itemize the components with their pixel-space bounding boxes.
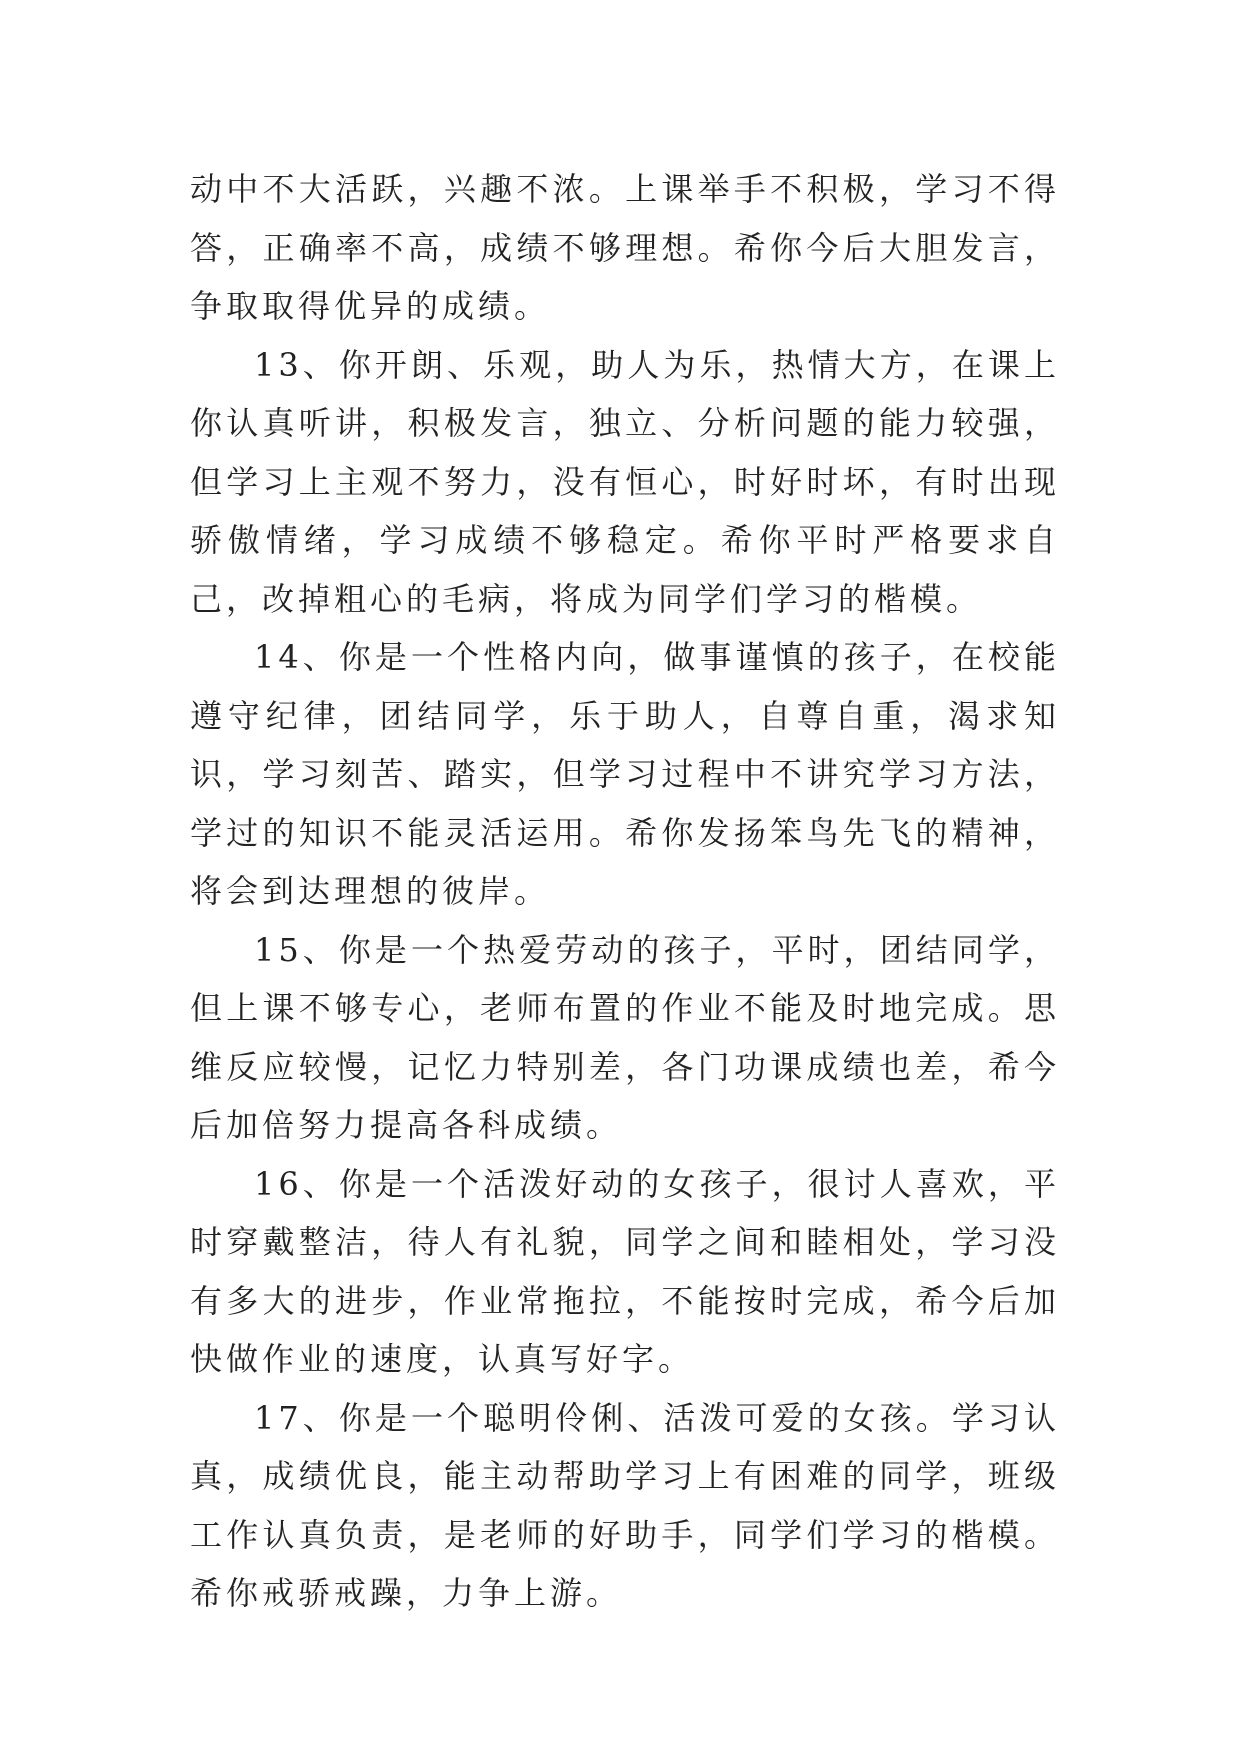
paragraph-comment-16: 16、你是一个活泼好动的女孩子，很讨人喜欢，平时穿戴整洁，待人有礼貌，同学之间和睦相处，学习没有多大的进步，作业常拖拉，不能按时完成，希今后加快做作业的速度，认真写好字。 [190,1164,1060,1378]
paragraph-comment-14: 14、你是一个性格内向，做事谨慎的孩子，在校能遵守纪律，团结同学，乐于助人，自尊自重，渴求知识，学习刻苦、踏实，但学习过程中不讲究学习方法，学过的知识不能灵活运用。希你发扬笨鸟先飞的精神，将会到达理想的彼岸。 [190,638,1060,910]
paragraph-comment-15: 15、你是一个热爱劳动的孩子，平时，团结同学，但上课不够专心，老师布置的作业不能及时地完成。思维反应较慢，记忆力特别差，各门功课成绩也差，希今后加倍努力提高各科成绩。 [190,930,1060,1144]
paragraph-comment-17: 17、你是一个聪明伶俐、活泼可爱的女孩。学习认真，成绩优良，能主动帮助学习上有困难的同学，班级工作认真负责，是老师的好助手，同学们学习的楷模。希你戒骄戒躁，力争上游。 [190,1398,1060,1612]
paragraph-comment-13: 13、你开朗、乐观，助人为乐，热情大方，在课上你认真听讲，积极发言，独立、分析问题的能力较强，但学习上主观不努力，没有恒心，时好时坏，有时出现骄傲情绪，学习成绩不够稳定。希你平时严格要求自己，改掉粗心的毛病，将成为同学们学习的楷模。 [190,345,1060,618]
document-body [190,160,1060,1623]
paragraph-continuation: 动中不大活跃，兴趣不浓。上课举手不积极，学习不得答，正确率不高，成绩不够理想。希你今后大胆发言，争取取得优异的成绩。 [190,170,1060,325]
